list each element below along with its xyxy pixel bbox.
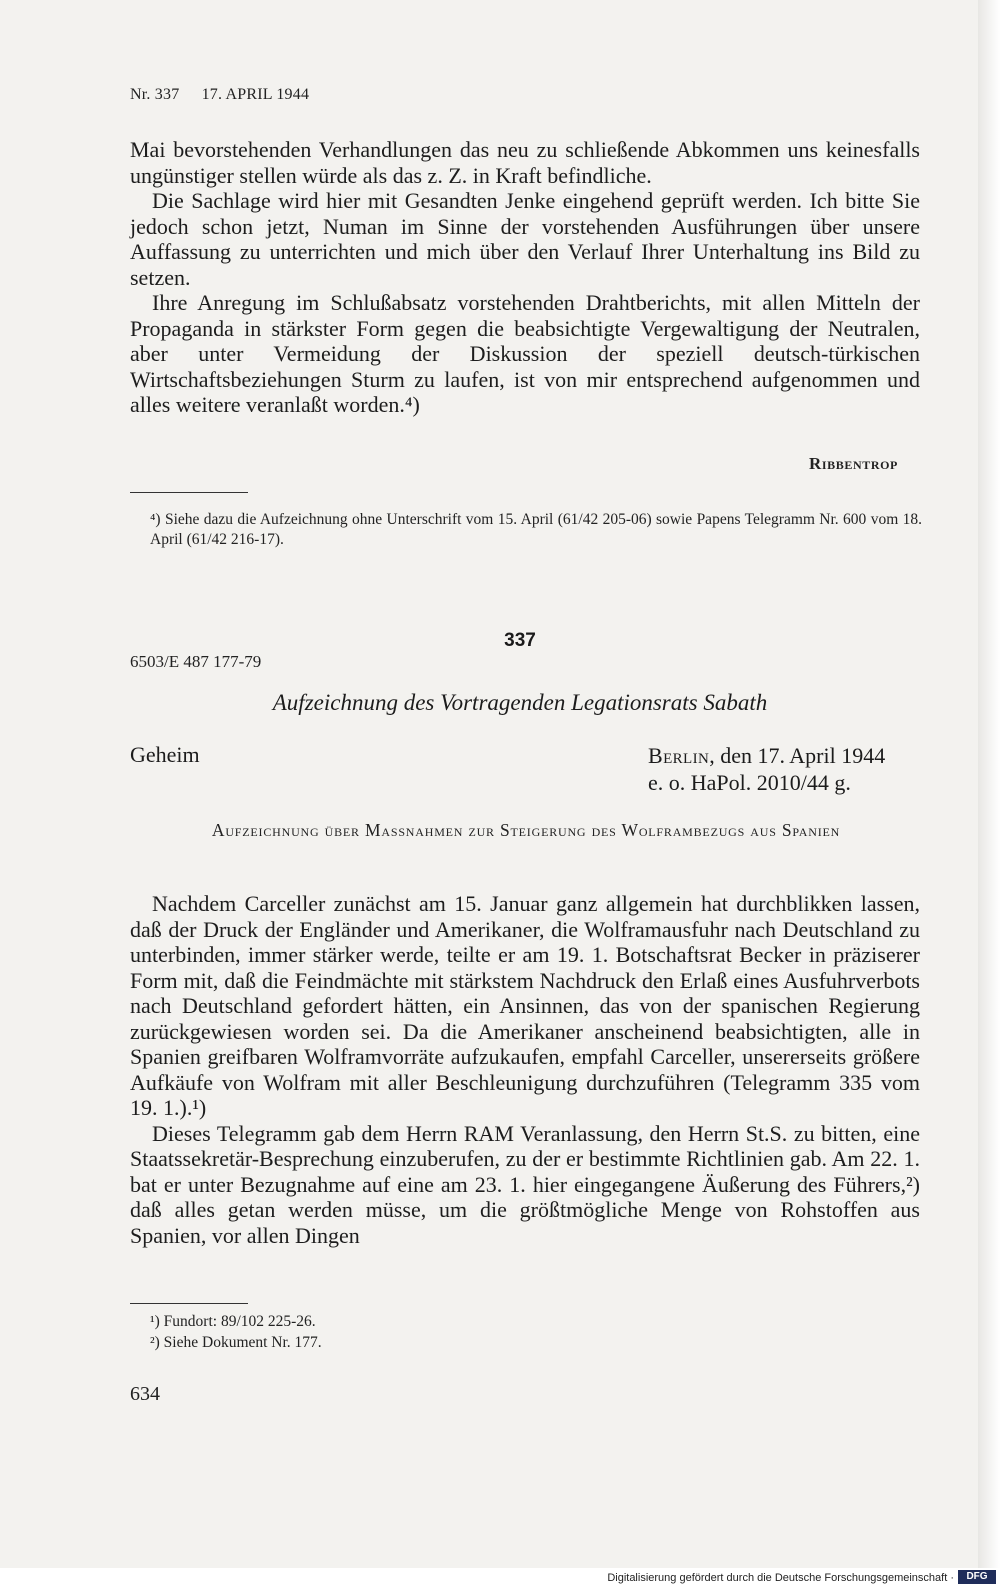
film-reference: 6503/E 487 177-79 <box>130 652 262 671</box>
classification: Geheim <box>130 742 200 767</box>
footnote-4: ⁴) Siehe dazu die Aufzeichnung ohne Unterschrift vom 15. April (61/42 205-06) sowie Papens Telegramm Nr. 600 vom 18. April (61/42 216-17). <box>150 511 922 548</box>
signature: Ribbentrop <box>809 454 898 473</box>
document-body <box>130 891 920 1248</box>
paragraph: Die Sachlage wird hier mit Gesandten Jenke eingehend geprüft werden. Ich bitte Sie jedoch schon jetzt, Numan im Sinne der vorstehenden Ausführungen über unsere Auffassung zu unterrichten und mich über den Verlauf Ihrer Unterhaltung ins Bild zu setzen. <box>130 188 920 290</box>
paragraph: Mai bevorstehenden Verhandlungen das neu zu schließende Abkommen uns keinesfalls ungünstiger stellen würde als das z. Z. in Kraft befindliche. <box>130 137 920 188</box>
file-reference: e. o. HaPol. 2010/44 g. <box>648 770 851 795</box>
page-number: 634 <box>130 1383 160 1405</box>
paragraph: Dieses Telegramm gab dem Herrn RAM Veranlassung, den Herrn St.S. zu bitten, eine Staatssekretär-Besprechung einzuberufen, zu der er bestimmte Richtlinien gab. Am 22. 1. bat er unter Bezugnahme auf eine am 23. 1. hier eingegangene Äußerung des Führers,²) daß alles getan werden müsse, um die größtmögliche Menge von Rohstoffen aus Spanien, vor allen Dingen <box>130 1120 920 1248</box>
document-title: Aufzeichnung des Vortragenden Legationsrats Sabath <box>272 690 768 715</box>
footnote-2: ²) Siehe Dokument Nr. 177. <box>150 1334 322 1351</box>
place: Berlin <box>648 743 710 768</box>
running-head-doc-ref: Nr. 337 <box>130 86 180 103</box>
place-date-block <box>648 742 885 796</box>
footnote-rule <box>130 492 248 493</box>
running-head-date: 17. APRIL 1944 <box>201 86 310 103</box>
footnote-rule <box>130 1303 248 1304</box>
previous-document-text <box>130 137 920 418</box>
dfg-logo-icon: DFG <box>958 1570 996 1584</box>
document-number: 337 <box>504 630 536 651</box>
running-head <box>130 86 309 104</box>
paragraph: Nachdem Carceller zunächst am 15. Januar ganz allgemein hat durchblikken lassen, daß der Druck der Engländer und Amerikaner, die Wolframausfuhr nach Deutschland zu unterbinden, immer stärker werde, teilte er am 19. 1. Botschaftsrat Becker in präziserer Form mit, daß die Feindmächte mit stärkstem Nachdruck den Erlaß eines Ausfuhrverbots nach Deutschland gefordert hätten, ein Ansinnen, das von der spanischen Regierung zurückgewiesen worden sei. Da die Amerikaner anscheinend beabsichtigten, alle in Spanien greifbaren Wolframvorräte aufzukaufen, empfahl Carceller, unsererseits größere Aufkäufe von Wolfram mit aller Beschleunigung durchzuführen (Telegramm 335 vom 19. 1.).¹) <box>130 891 920 1120</box>
paragraph: Ihre Anregung im Schlußabsatz vorstehenden Drahtberichts, mit allen Mitteln der Propaganda in stärkster Form gegen die beabsichtigte Vergewaltigung der Neutralen, aber unter Vermeidung der Diskussion der speziell deutsch-türkischen Wirtschaftsbeziehungen Sturm zu laufen, ist von mir entsprechend aufgenommen und alles weitere veranlaßt worden.⁴) <box>130 290 920 417</box>
digitization-credit: Digitalisierung gefördert durch die Deutsche Forschungsgemeinschaft · <box>607 1572 954 1584</box>
date-line: , den 17. April 1944 <box>709 743 886 768</box>
footnote-1: ¹) Fundort: 89/102 225-26. <box>150 1313 316 1330</box>
subject-heading: Aufzeichnung über Massnahmen zur Steigerung des Wolframbezugs aus Spanien <box>211 820 841 840</box>
page-edge <box>978 0 1000 1568</box>
